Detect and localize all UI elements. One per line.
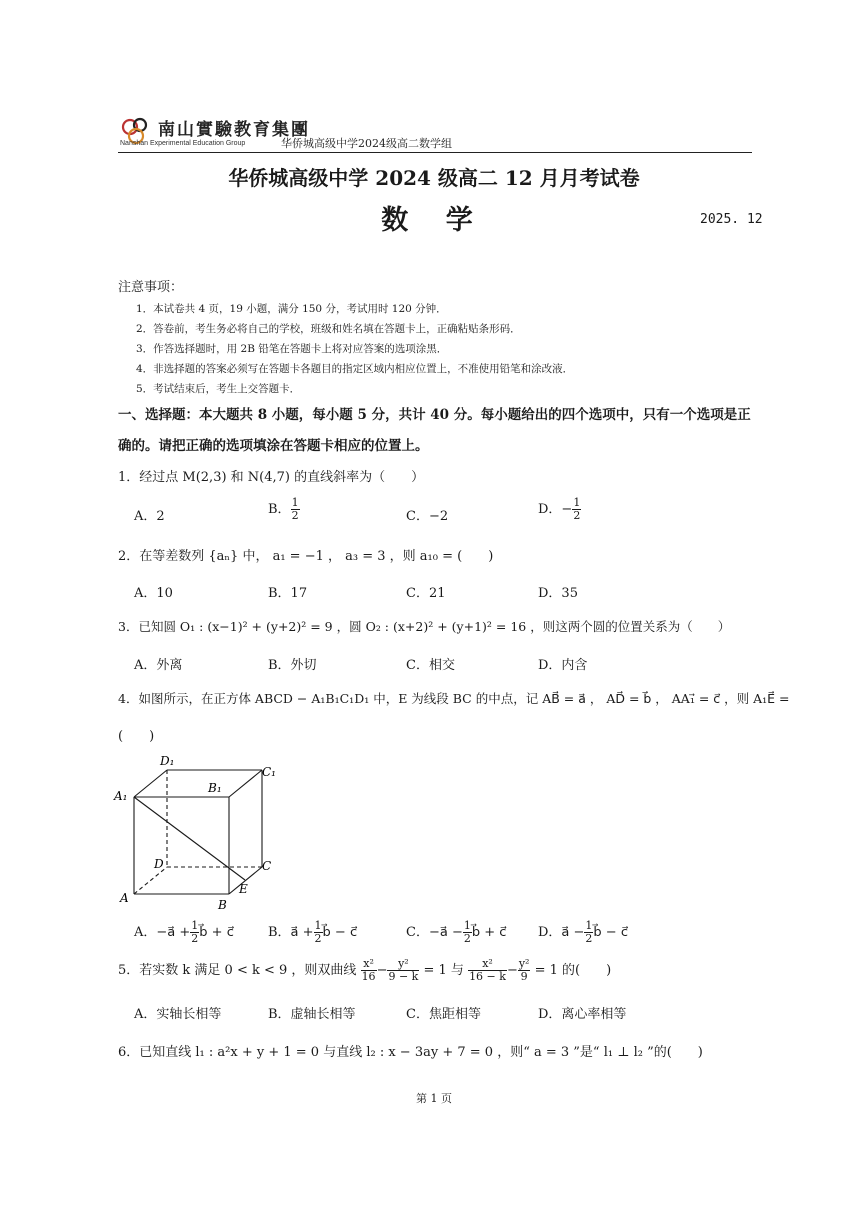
fraction-den: 16 xyxy=(361,970,376,983)
option-text: b⃗ − c⃗ xyxy=(593,925,628,940)
cube-diagram xyxy=(112,752,282,914)
fraction-num: x² xyxy=(468,958,507,971)
section-heading-line1: 一、选择题：本大题共 8 小题，每小题 5 分，共计 40 分。每小题给出的四个选项中，只有一个选项是正 xyxy=(118,407,751,423)
q3-option-d: D．内含 xyxy=(538,658,588,673)
q3-option-a: A．外离 xyxy=(134,658,183,673)
q5-text: = 1 与 xyxy=(423,963,464,978)
q3-option-c: C．相交 xyxy=(406,658,455,673)
q5-option-b: B．虚轴长相等 xyxy=(268,1007,356,1022)
notice-item: 3．作答选择题时，用 2B 铅笔在答题卡上将对应答案的选项涂黑． xyxy=(136,343,448,355)
fraction-num: 1 xyxy=(585,919,593,932)
fraction-den: 9 − k xyxy=(388,970,419,983)
fraction xyxy=(314,920,323,945)
option-label: D．− xyxy=(538,502,573,517)
option-label: B． xyxy=(268,502,291,517)
label-A: A xyxy=(120,891,129,905)
q2-option-d: D．35 xyxy=(538,586,578,601)
label-D: D xyxy=(154,857,164,871)
exam-subject: 数 学 xyxy=(381,205,487,236)
label-A1: A₁ xyxy=(114,789,128,803)
fraction xyxy=(361,958,377,983)
fraction-num: 1 xyxy=(191,919,199,932)
header-rule xyxy=(118,152,752,153)
notice-item: 2．答卷前，考生务必将自己的学校，班级和姓名填在答题卡上，正确粘贴条形码． xyxy=(136,323,521,335)
fraction-den: 2 xyxy=(291,509,299,522)
q1-option-c: C．−2 xyxy=(406,509,449,524)
q5-text: − xyxy=(506,963,518,978)
q5-option-d: D．离心率相等 xyxy=(538,1007,627,1022)
q2-option-c: C．21 xyxy=(406,586,446,601)
fraction xyxy=(463,920,472,945)
fraction xyxy=(190,920,199,945)
fraction xyxy=(468,958,507,983)
q4-option-b xyxy=(268,920,357,945)
option-text: B．a⃗ + xyxy=(268,925,314,940)
q4-option-d xyxy=(538,920,628,945)
label-C: C xyxy=(262,859,272,873)
fraction-den: 16 − k xyxy=(469,970,506,983)
notice-item: 5．考试结束后，考生上交答题卡． xyxy=(136,383,301,395)
fraction-den: 2 xyxy=(191,932,199,945)
option-text: D．a⃗ − xyxy=(538,925,585,940)
fraction-den: 2 xyxy=(585,932,593,945)
q4-option-c xyxy=(406,920,506,945)
label-D1: D₁ xyxy=(160,754,175,768)
q5-text: − xyxy=(376,963,388,978)
q5-text: = 1 的( ) xyxy=(534,963,612,978)
q3-option-b: B．外切 xyxy=(268,658,317,673)
page-number: 第 1 页 xyxy=(416,1092,452,1105)
fraction-num: 1 xyxy=(463,919,471,932)
fraction xyxy=(291,497,300,522)
exam-date: 2025. 12 xyxy=(700,212,763,227)
q2-option-a: A．10 xyxy=(134,586,173,601)
q2-option-b: B．17 xyxy=(268,586,308,601)
question-3-stem: 3．已知圆 O₁ : (x−1)² + (y+2)² = 9 ，圆 O₂ : (x+2)² + (y+1)² = 16 ，则这两个圆的位置关系为（ ） xyxy=(118,619,731,634)
q5-option-a: A．实轴长相等 xyxy=(134,1007,222,1022)
fraction-num: 1 xyxy=(291,496,299,509)
fraction xyxy=(518,958,531,983)
question-4-stem: 4．如图所示，在正方体 ABCD − A₁B₁C₁D₁ 中，E 为线段 BC 的中点，记 AB⃗ = a⃗ ， AD⃗ = b⃗ ， AA₁⃗ = c⃗ ，则 A₁E⃗ = xyxy=(118,691,790,706)
label-B: B xyxy=(218,898,227,912)
label-C1: C₁ xyxy=(262,765,276,779)
q4-option-a xyxy=(134,920,234,945)
option-text: b⃗ − c⃗ xyxy=(322,925,358,940)
question-2-stem: 2．在等差数列 {aₙ} 中， a₁ = −1 ， a₃ = 3 ，则 a₁₀ = ( ) xyxy=(118,549,494,564)
logo-chinese-text: 南山實驗教育集團 xyxy=(158,120,310,140)
header-group-text: 华侨城高级中学2024级高二数学组 xyxy=(281,137,452,150)
option-text: A．−a⃗ + xyxy=(134,925,191,940)
fraction xyxy=(572,497,581,522)
option-text: b⃗ + c⃗ xyxy=(199,925,234,940)
q5-option-c: C．焦距相等 xyxy=(406,1007,481,1022)
section-heading-line2: 确的。请把正确的选项填涂在答题卡相应的位置上。 xyxy=(118,438,429,454)
notice-heading: 注意事项： xyxy=(118,280,184,295)
exam-title: 华侨城高级中学 2024 级高二 12 月月考试卷 xyxy=(228,166,640,190)
fraction-den: 9 xyxy=(520,970,528,983)
question-5-stem xyxy=(118,958,611,983)
question-1-stem: 1．经过点 M(2,3) 和 N(4,7) 的直线斜率为（ ） xyxy=(118,470,425,485)
fraction-num: 1 xyxy=(573,496,581,509)
fraction-num: x² xyxy=(361,958,377,971)
option-text: b⃗ + c⃗ xyxy=(471,925,507,940)
label-B1: B₁ xyxy=(208,781,222,795)
q1-option-d xyxy=(538,497,581,522)
fraction-den: 2 xyxy=(573,509,581,522)
fraction xyxy=(387,958,419,983)
label-E: E xyxy=(239,882,248,896)
question-6-stem: 6．已知直线 l₁ : a²x + y + 1 = 0 与直线 l₂ : x − 3ay + 7 = 0 ，则“ a = 3 ”是“ l₁ ⊥ l₂ ”的( ) xyxy=(118,1045,703,1060)
header-logo xyxy=(118,113,758,153)
option-text: C．−a⃗ − xyxy=(406,925,463,940)
logo-english-text: Nanshan Experimental Education Group xyxy=(120,140,246,147)
fraction-den: 2 xyxy=(463,932,471,945)
q5-text: 5．若实数 k 满足 0 < k < 9 ，则双曲线 xyxy=(118,963,357,978)
q1-option-a: A．2 xyxy=(134,509,165,524)
q1-option-b xyxy=(268,497,300,522)
notice-item: 1．本试卷共 4 页，19 小题，满分 150 分，考试用时 120 分钟． xyxy=(136,303,447,315)
fraction-num: 1 xyxy=(314,919,322,932)
fraction-den: 2 xyxy=(314,932,322,945)
fraction-num: y² xyxy=(387,958,419,971)
question-4-paren: ( ) xyxy=(118,729,155,744)
notice-item: 4．非选择题的答案必须写在答题卡各题目的指定区域内相应位置上，不准使用铅笔和涂改液． xyxy=(136,363,574,375)
fraction-num: y² xyxy=(518,957,530,970)
